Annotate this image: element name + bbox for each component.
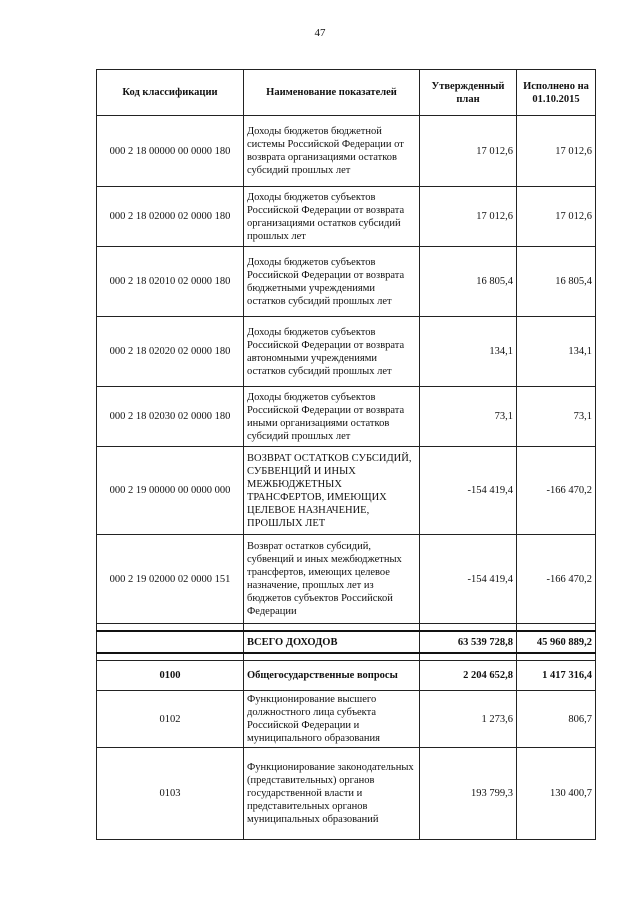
row-code: 000 2 18 00000 00 0000 180 (97, 116, 244, 187)
table-row (97, 187, 596, 247)
table-row (97, 691, 596, 748)
table-row (97, 748, 596, 840)
table-row (97, 317, 596, 387)
row-name: Доходы бюджетов бюджетной системы Российской Федерации от возврата организациями остатков субсидий прошлых лет (244, 116, 420, 187)
section-code: 0100 (97, 661, 244, 691)
row-code: 000 2 18 02020 02 0000 180 (97, 317, 244, 387)
row-approved: 16 805,4 (420, 247, 517, 317)
row-executed: -166 470,2 (517, 535, 596, 624)
row-approved: 193 799,3 (420, 748, 517, 840)
row-code: 000 2 18 02030 02 0000 180 (97, 387, 244, 447)
row-name: Функционирование законодательных (представительных) органов государственной власти и представительных органов муниципальных образований (244, 748, 420, 840)
total-name: ВСЕГО ДОХОДОВ (244, 631, 420, 653)
table-row (97, 387, 596, 447)
row-approved: -154 419,4 (420, 535, 517, 624)
row-code: 000 2 18 02000 02 0000 180 (97, 187, 244, 247)
row-name: Доходы бюджетов субъектов Российской Федерации от возврата автономными учреждениями остатков субсидий прошлых лет (244, 317, 420, 387)
row-name: Доходы бюджетов субъектов Российской Федерации от возврата бюджетными учреждениями остатков субсидий прошлых лет (244, 247, 420, 317)
budget-table (96, 69, 596, 840)
table-row (97, 535, 596, 624)
row-name: Возврат остатков субсидий, субвенций и иных межбюджетных трансфертов, имеющих целевое назначение, прошлых лет из бюджетов субъектов Российской Федерации (244, 535, 420, 624)
spacer-row (97, 653, 596, 661)
header-name: Наименование показателей (244, 70, 420, 116)
row-name: Доходы бюджетов субъектов Российской Федерации от возврата иными организациями остатков субсидий прошлых лет (244, 387, 420, 447)
section-executed: 1 417 316,4 (517, 661, 596, 691)
total-executed: 45 960 889,2 (517, 631, 596, 653)
row-name: ВОЗВРАТ ОСТАТКОВ СУБСИДИЙ, СУБВЕНЦИЙ И ИНЫХ МЕЖБЮДЖЕТНЫХ ТРАНСФЕРТОВ, ИМЕЮЩИХ ЦЕЛЕВОЕ НАЗНАЧЕНИЕ, ПРОШЛЫХ ЛЕТ (244, 447, 420, 535)
row-code: 000 2 19 02000 02 0000 151 (97, 535, 244, 624)
row-executed: -166 470,2 (517, 447, 596, 535)
total-code (97, 631, 244, 653)
header-approved: Утвержденный план (420, 70, 517, 116)
table-row (97, 447, 596, 535)
row-approved: 1 273,6 (420, 691, 517, 748)
row-executed: 130 400,7 (517, 748, 596, 840)
row-executed: 17 012,6 (517, 116, 596, 187)
spacer-row (97, 624, 596, 632)
row-code: 0103 (97, 748, 244, 840)
section-name: Общегосударственные вопросы (244, 661, 420, 691)
row-approved: -154 419,4 (420, 447, 517, 535)
table-header-row (97, 70, 596, 116)
row-approved: 17 012,6 (420, 116, 517, 187)
total-approved: 63 539 728,8 (420, 631, 517, 653)
page-number: 47 (314, 27, 326, 39)
row-code: 0102 (97, 691, 244, 748)
header-executed: Исполнено на 01.10.2015 (517, 70, 596, 116)
row-approved: 17 012,6 (420, 187, 517, 247)
row-executed: 16 805,4 (517, 247, 596, 317)
row-name: Доходы бюджетов субъектов Российской Федерации от возврата организациями остатков субсидий прошлых лет (244, 187, 420, 247)
section-approved: 2 204 652,8 (420, 661, 517, 691)
section-row (97, 661, 596, 691)
header-code: Код классификации (97, 70, 244, 116)
table-row (97, 116, 596, 187)
row-executed: 17 012,6 (517, 187, 596, 247)
row-executed: 806,7 (517, 691, 596, 748)
row-name: Функционирование высшего должностного лица субъекта Российской Федерации и муниципального образования (244, 691, 420, 748)
row-code: 000 2 18 02010 02 0000 180 (97, 247, 244, 317)
row-approved: 134,1 (420, 317, 517, 387)
row-executed: 73,1 (517, 387, 596, 447)
total-row (97, 631, 596, 653)
row-executed: 134,1 (517, 317, 596, 387)
row-approved: 73,1 (420, 387, 517, 447)
table-row (97, 247, 596, 317)
row-code: 000 2 19 00000 00 0000 000 (97, 447, 244, 535)
